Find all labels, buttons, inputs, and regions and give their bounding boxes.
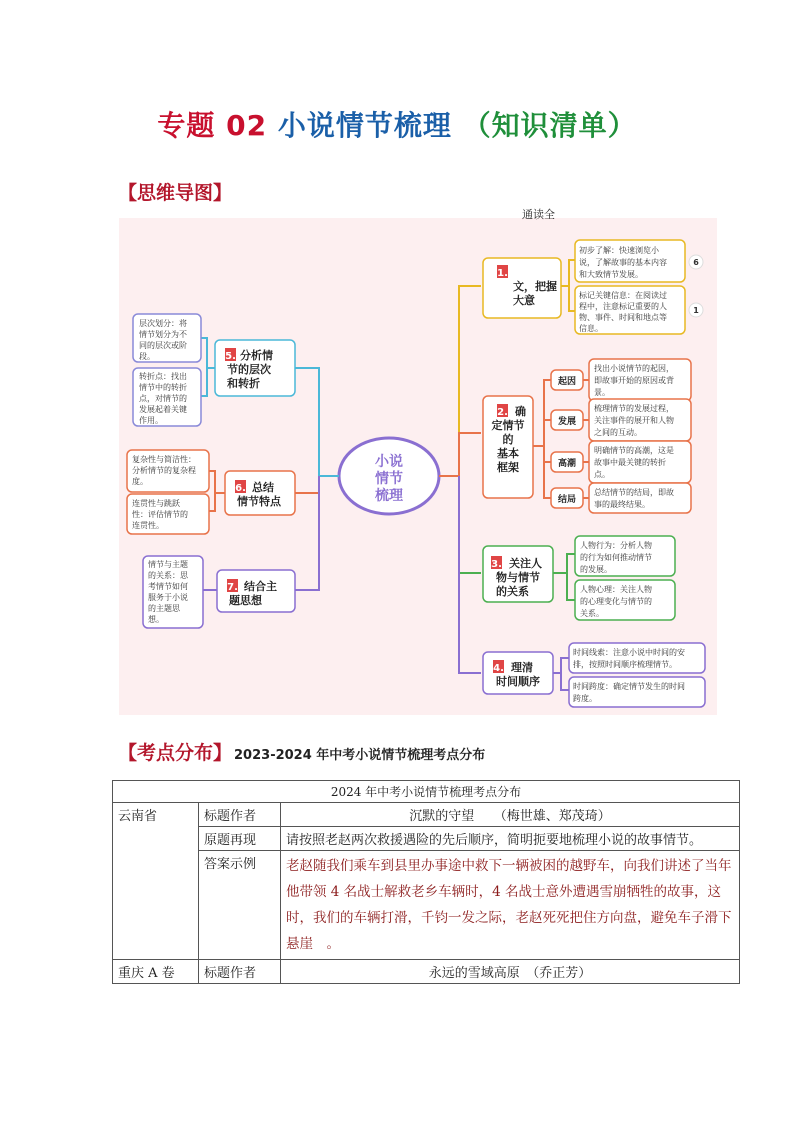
b5-item-text: 作用。 <box>139 416 163 425</box>
connector-b5-items <box>201 338 215 396</box>
label-cell: 答案示例 <box>199 851 281 960</box>
mind-map-canvas <box>119 208 717 715</box>
section2-subtitle: 2023-2024 年中考小说情节梳理考点分布 <box>234 748 486 763</box>
connector-b6 <box>295 476 319 493</box>
province-cell: 云南省 <box>113 803 199 960</box>
b5-item-text: 段。 <box>139 352 155 361</box>
branch-label-2: 确 <box>515 405 526 418</box>
b6-item-text: 连贯性。 <box>132 521 164 530</box>
content-cell: 沉默的守望 （梅世雄、郑茂琦） <box>281 803 740 827</box>
table-row <box>113 960 740 984</box>
b5-item-text: 情节中的转折 <box>139 383 187 392</box>
content-cell: 永远的雪域高原 （乔正芳） <box>281 960 740 984</box>
connector-b3 <box>459 476 481 573</box>
table-row <box>113 827 740 851</box>
b3-item-text: 关系。 <box>580 609 604 618</box>
14: 通读全 <box>522 208 555 221</box>
b4-item-text: 跨度。 <box>573 694 597 703</box>
connector-b6-items <box>209 471 225 511</box>
b2-item-text: 关注事件的展开和人物 <box>594 416 674 425</box>
title-prefix: 专题 02 <box>157 109 268 142</box>
branch-num-2: 2. <box>497 407 508 418</box>
label-cell: 标题作者 <box>199 803 281 827</box>
b5-item-text: 转折点：找出 <box>139 372 187 381</box>
b3-item-text: 的行为如何推动情节 <box>580 553 652 562</box>
b7-item-text: 想。 <box>148 615 164 624</box>
page-title <box>0 104 794 144</box>
b6-item-text: 度。 <box>132 477 148 486</box>
branch-num-5: 5. <box>225 351 236 362</box>
branch-label-6: 总结 <box>252 481 274 494</box>
label-cell: 标题作者 <box>199 960 281 984</box>
b6-item-text: 复杂性与简洁性： <box>132 455 196 464</box>
b1-item-text: 和大致情节发展。 <box>579 270 643 279</box>
b2-tag-label: 高潮 <box>557 459 577 469</box>
branch-num-7: 7. <box>227 582 238 593</box>
b1-item-text: 说，了解故事的基本内容 <box>579 258 667 267</box>
section2-title: 【考点分布】 <box>118 742 233 764</box>
section-heading-exam <box>118 738 485 765</box>
b6-item-text: 连贯性与跳跃 <box>132 499 180 508</box>
connector-b4-items <box>553 658 569 690</box>
branch-label-7: 结合主 <box>244 580 277 593</box>
branch-num-4: 4. <box>493 663 504 674</box>
mind-map <box>119 208 717 715</box>
branch-label-2: 的 <box>502 433 514 446</box>
b2-item-text: 总结情节的结局，即故 <box>594 488 674 497</box>
connector-b2-items <box>533 380 551 498</box>
center-label: 小说 <box>375 454 403 470</box>
connector-b3-items <box>553 554 575 600</box>
b4-item-text: 时间线索：注意小说中时间的安 <box>573 648 685 657</box>
branch-label-3: 关注人 <box>509 557 542 570</box>
exam-table <box>112 780 740 984</box>
table-row <box>113 851 740 960</box>
b3-item-text: 的发展。 <box>580 565 612 574</box>
b7-item-text: 的主题思 <box>148 604 180 613</box>
b7-item-text: 的关系：思 <box>148 571 188 580</box>
b2-tag-label: 起因 <box>557 377 577 387</box>
connector-b2 <box>439 433 481 476</box>
branch-label-5: 节的层次 <box>227 363 271 376</box>
b5-item-text: 发展起着关键 <box>139 405 187 414</box>
label-cell: 原题再现 <box>199 827 281 851</box>
branch-label-6: 情节特点 <box>237 495 281 508</box>
b3-item-text: 的心理变化与情节的 <box>580 597 652 606</box>
b2-item-text: 找出小说情节的起因， <box>594 364 674 373</box>
section-heading-mindmap: 【思维导图】 <box>118 182 233 204</box>
branch-label-2: 基本 <box>497 447 519 460</box>
answer-cell: 老赵随我们乘车到县里办事途中救下一辆被困的越野车，向我们讲述了当年他带领 4 名战士解救老乡车辆时，4 名战士意外遭遇雪崩牺牲的故事，这时，我们的车辆打滑，千钧一发之际，老赵死死把住方向盘，避免车子滑下悬崖 。 <box>281 851 740 960</box>
b1-item-text: 物、事件、时间和地点等 <box>579 313 667 322</box>
b7-item-text: 服务于小说 <box>148 593 188 602</box>
branch-label-5: 和转折 <box>227 377 260 390</box>
b5-item-text: 点，对情节的 <box>139 394 187 403</box>
branch-label-1: 文，把握 <box>513 280 557 293</box>
b1-item-text: 初步了解：快速浏览小 <box>579 246 659 255</box>
b2-item-text: 即故事开始的原因或背 <box>594 376 674 385</box>
b5-item-text: 情节划分为不 <box>139 330 187 339</box>
center-label: 梳理 <box>375 488 403 504</box>
connector-b1-items <box>561 260 575 311</box>
table-row <box>113 803 740 827</box>
b7-item-text: 考情节如何 <box>148 582 188 591</box>
branch-label-1: 大意 <box>513 294 535 307</box>
b2-item-text: 景。 <box>594 388 610 397</box>
b2-tag-label: 发展 <box>557 417 577 427</box>
branch-num-1: 1. <box>497 268 508 279</box>
b3-item-text: 人物心理：关注人物 <box>580 585 652 594</box>
b1-item-text: 标记关键信息：在阅读过 <box>579 291 667 300</box>
branch-label-2: 定情节 <box>491 419 525 432</box>
table-caption: 2024 年中考小说情节梳理考点分布 <box>113 781 740 803</box>
b5-item-text: 层次划分：将 <box>139 319 187 328</box>
badge-1-text: 1 <box>693 306 699 315</box>
b7-item-text: 情节与主题 <box>148 560 188 569</box>
branch-label-2: 框架 <box>497 461 519 474</box>
province-cell: 重庆 A 卷 <box>113 960 199 984</box>
branch-label-3: 的关系 <box>496 585 529 598</box>
b3-item-text: 人物行为：分析人物 <box>580 541 652 550</box>
branch-num-6: 6. <box>235 483 246 494</box>
b1-item-text: 程中，注意标记重要的人 <box>579 302 667 311</box>
branch-label-4: 理清 <box>511 661 533 674</box>
b2-item-text: 点。 <box>594 470 610 479</box>
b2-item-text: 故事中最关键的转折 <box>594 458 666 467</box>
title-suffix: （知识清单） <box>462 109 637 142</box>
connector-b5 <box>295 368 339 476</box>
b4-item-text: 时间跨度：确定情节发生的时间 <box>573 682 685 691</box>
title-main: 小说情节梳理 <box>277 109 452 142</box>
b5-item-text: 同的层次或阶 <box>139 341 187 350</box>
badge-6-text: 6 <box>693 258 699 267</box>
branch-label-4: 时间顺序 <box>496 675 540 688</box>
b2-tag-label: 结局 <box>557 495 577 505</box>
b2-item-text: 事的最终结果。 <box>594 500 650 509</box>
b2-item-text: 明确情节的高潮，这是 <box>594 446 674 455</box>
b2-item-text: 之间的互动。 <box>594 428 642 437</box>
table-caption-row <box>113 781 740 803</box>
b1-item-text: 信息。 <box>579 324 603 333</box>
branch-label-5: 分析情 <box>240 349 273 362</box>
branch-label-7: 题思想 <box>229 594 262 607</box>
b6-item-text: 性：评估情节的 <box>132 510 188 519</box>
b4-item-text: 排，按照时间顺序梳理情节。 <box>573 660 677 669</box>
branch-num-3: 3. <box>491 559 502 570</box>
branch-label-3: 物与情节 <box>496 571 540 584</box>
b6-item-text: 分析情节的复杂程 <box>132 466 196 475</box>
content-cell: 请按照老赵两次救援遇险的先后顺序，简明扼要地梳理小说的故事情节。 <box>281 827 740 851</box>
connector-b4 <box>459 476 481 673</box>
b2-item-text: 梳理情节的发展过程， <box>594 404 674 413</box>
center-label: 情节 <box>375 471 403 487</box>
